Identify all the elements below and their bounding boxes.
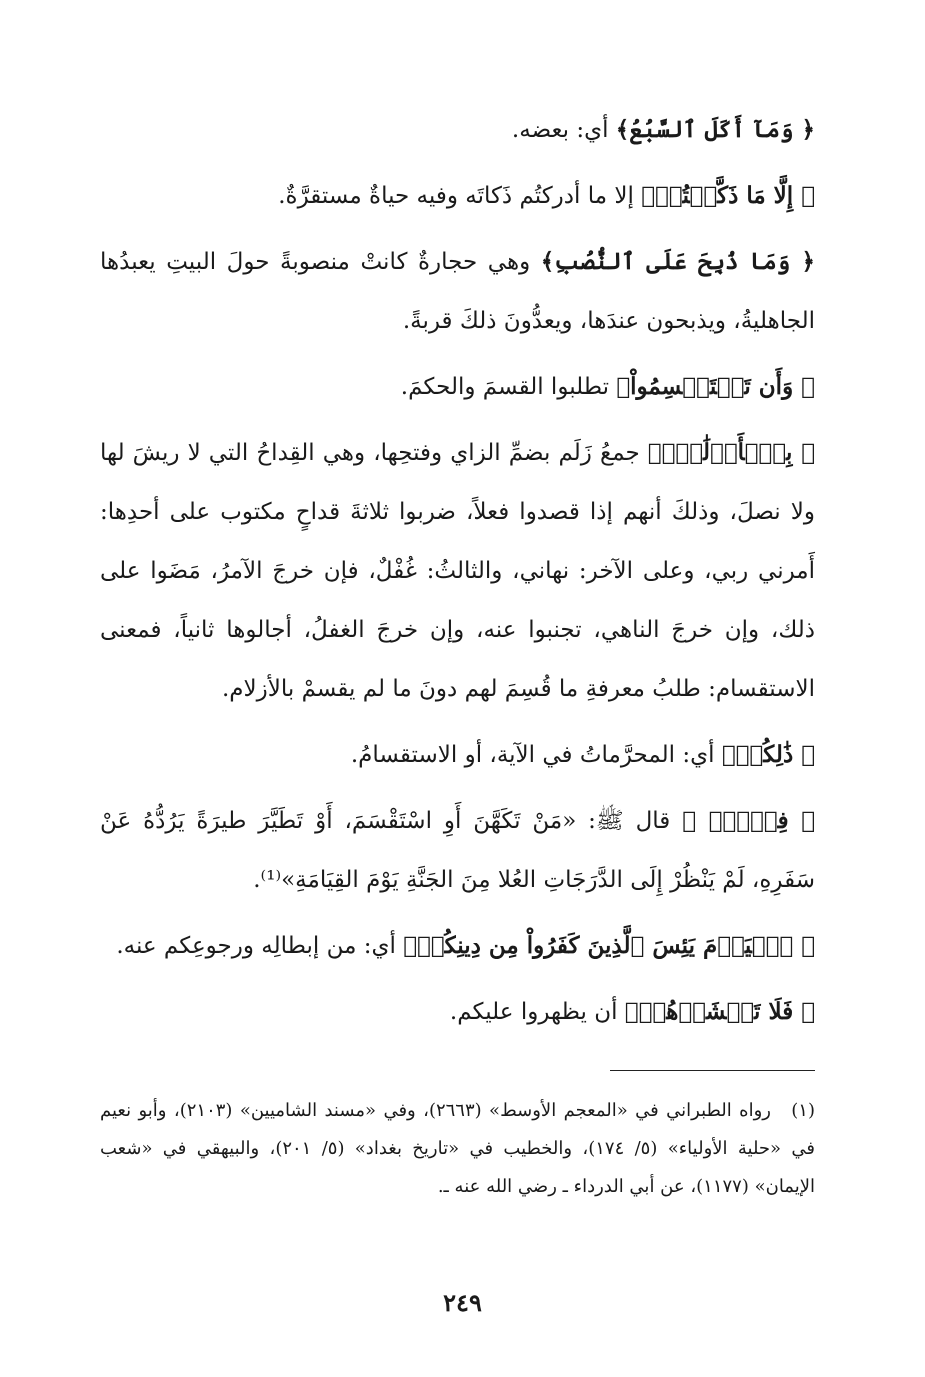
paragraph-8	[100, 916, 815, 976]
commentary: أن يظهروا عليكم.	[449, 999, 625, 1025]
main-text	[100, 100, 815, 1042]
quran-phrase: ﴿ بِٱلۡأَزۡلَٰمِۚ﴾	[647, 439, 815, 466]
quran-phrase: ﴿ فِسۡقٌۗ ﴾	[682, 807, 815, 834]
quran-phrase: ﴿ وَمَا ذُبِحَ عَلَى ٱلنُّصُبِ﴾	[540, 248, 815, 275]
page-number: ٢٤٩	[443, 1288, 482, 1317]
footnote-divider	[610, 1070, 815, 1071]
paragraph-4	[100, 357, 815, 417]
commentary: تطلبوا القسمَ والحكمَ.	[400, 374, 617, 400]
commentary: إلا ما أدركتُم ذَكاتَه وفيه حياةٌ مستقرَّةٌ.	[278, 183, 642, 209]
commentary: أي: من إبطالِه ورجوعِكم عنه.	[116, 933, 404, 959]
quran-phrase: ﴿ ذَٰلِكُمۡ﴾	[721, 741, 815, 768]
paragraph-1	[100, 100, 815, 160]
quran-phrase: ﴿ ٱلۡيَوۡمَ يَئِسَ ٱلَّذِينَ كَفَرُواْ مِن دِينِكُمۡ﴾	[403, 932, 815, 959]
commentary: جمعُ زَلَم بضمِّ الزاي وفتحِها، وهي القِداحُ التي لا ريشَ لها ولا نصلَ، وذلكَ أنهم إذا قصدوا فعلاً، ضربوا ثلاثةَ قداحٍ مكتوب على أحدِها: أَمرني ربي، وعلى الآخر: نهاني، والثالثُ: غُفْلٌ، فإن خرجَ الآمرُ، مَضَوا على ذلك، وإن خرجَ الناهي، تجنبوا عنه، وإن خرجَ الغفلُ، أجالوها ثانياً، فمعنى الاستقسام: طلبُ معرفةِ ما قُسِمَ لهم دونَ ما لم يقسمْ بالأزلام.	[100, 440, 815, 702]
quran-phrase: ﴿ فَلَا تَخۡشَوۡهُمۡ﴾	[624, 998, 815, 1025]
footnote-text: رواه الطبراني في «المعجم الأوسط» (٢٦٦٣)، وفي «مسند الشاميين» (٢١٠٣)، وأبو نعيم في «حلية الأولياء» (٥/ ١٧٤)، والخطيب في «تاريخ بغداد» (٥/ ٢٠١)، والبيهقي في «شعب الإيمان» (١١٧٧)، عن أبي الدرداء ـ رضي الله عنه ـ.	[100, 1100, 815, 1197]
quran-phrase: ﴿ وَمَآ أَكَلَ ٱلسَّبُعُ﴾	[615, 116, 815, 143]
paragraph-6	[100, 725, 815, 785]
quran-phrase: ﴿ وَأَن تَسۡتَقۡسِمُواْ﴾	[616, 373, 815, 400]
commentary: قال ﷺ: «مَنْ تَكَهَّنَ أَوِ اسْتَقْسَمَ، أَوْ تَطَيَّرَ طيرَةً يَرُدُّهُ عَنْ سَفَرِهِ، لَمْ يَنْظُرْ إِلَى الدَّرَجَاتِ العُلا مِنَ الجَنَّةِ يَوْمَ القِيَامَةِ»⁽¹⁾.	[100, 808, 815, 893]
paragraph-7	[100, 791, 815, 910]
footnote-number: (١)	[791, 1100, 815, 1121]
paragraph-2	[100, 166, 815, 226]
commentary: أي: بعضه.	[511, 117, 616, 143]
paragraph-5	[100, 423, 815, 719]
paragraph-3	[100, 232, 815, 351]
commentary: أي: المحرَّماتُ في الآية، أو الاستقسامُ.	[350, 742, 722, 768]
paragraph-9	[100, 982, 815, 1042]
footnotes	[100, 1092, 815, 1206]
quran-phrase: ﴿ إِلَّا مَا ذَكَّيۡتُمۡ﴾	[641, 182, 815, 209]
commentary: وهي حجارةٌ كانتْ منصوبةً حولَ البيتِ يعبدُها الجاهليةُ، ويذبحون عندَها، ويعدُّونَ ذلكَ قربةً.	[100, 249, 815, 334]
footnote-1	[100, 1092, 815, 1206]
